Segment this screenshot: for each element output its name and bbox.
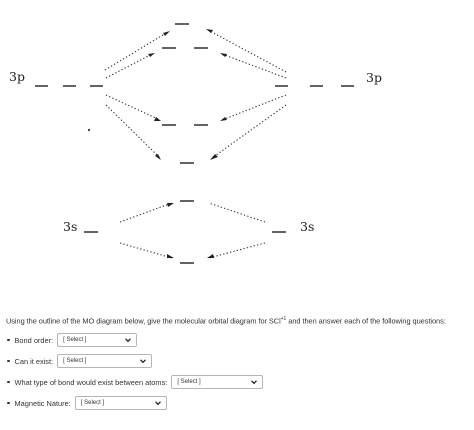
arrowhead (220, 117, 227, 121)
arrowhead (148, 53, 155, 57)
charge-superscript: +1 (280, 316, 287, 322)
bond-type-select-value: [ Select ] (177, 379, 201, 385)
bond-order-select[interactable] (57, 333, 137, 347)
correlation-line (120, 243, 172, 258)
question-can-it-exist (6, 353, 152, 369)
question-bond-order (6, 332, 137, 348)
bullet (7, 402, 10, 405)
prompt-text-before: Using the outline of the MO diagram below, give the molecular orbital diagram for SCl (6, 316, 281, 326)
bullet (7, 360, 10, 363)
arrowhead (220, 53, 227, 57)
chevron-down-icon (124, 336, 132, 344)
correlation-line (222, 95, 286, 120)
correlation-line (106, 54, 152, 78)
right-3p-label: 3p (366, 70, 382, 85)
left-3p-label: 3p (9, 69, 25, 84)
bond-type-label: What type of bond would exist between atoms: (14, 377, 168, 387)
arrowhead (167, 254, 174, 258)
correlation-line (106, 105, 160, 158)
arrowhead (163, 31, 170, 36)
bond-order-label: Bond order: (14, 335, 54, 345)
arrowhead (167, 203, 174, 207)
arrowhead (210, 154, 218, 160)
magnetic-nature-label: Magnetic Nature: (14, 398, 71, 408)
magnetic-nature-select-value: [ Select ] (80, 400, 105, 406)
magnetic-nature-select[interactable] (75, 396, 167, 410)
correlation-line (105, 32, 168, 70)
can-it-exist-select-value: [ Select ] (63, 358, 87, 364)
arrowhead (206, 29, 213, 33)
correlation-line (209, 203, 265, 222)
arrowhead (154, 117, 161, 121)
chevron-down-icon (154, 399, 162, 407)
correlation-line (106, 95, 160, 120)
arrowhead (155, 154, 161, 160)
correlation-line (209, 243, 265, 258)
question-bond-type (6, 374, 263, 390)
bullet (7, 381, 10, 384)
right-3s-label: 3s (300, 219, 315, 234)
prompt-text-after: and then answer each of the following questions: (286, 316, 446, 326)
bond-order-select-value: [ Select ] (63, 337, 87, 343)
bullet (7, 339, 10, 342)
arrowhead (207, 254, 214, 258)
left-3s-label: 3s (63, 219, 78, 234)
question-magnetic-nature (6, 395, 167, 411)
can-it-exist-select[interactable] (57, 354, 152, 368)
chevron-down-icon (139, 357, 147, 365)
bond-type-select[interactable] (171, 375, 263, 389)
correlation-line (212, 105, 286, 158)
question-prompt (6, 316, 446, 325)
correlation-line (208, 30, 286, 72)
stray-dot (88, 129, 90, 131)
correlation-line (222, 54, 286, 78)
chevron-down-icon (250, 378, 258, 386)
correlation-line (120, 203, 172, 222)
can-it-exist-label: Can it exist: (14, 356, 54, 366)
